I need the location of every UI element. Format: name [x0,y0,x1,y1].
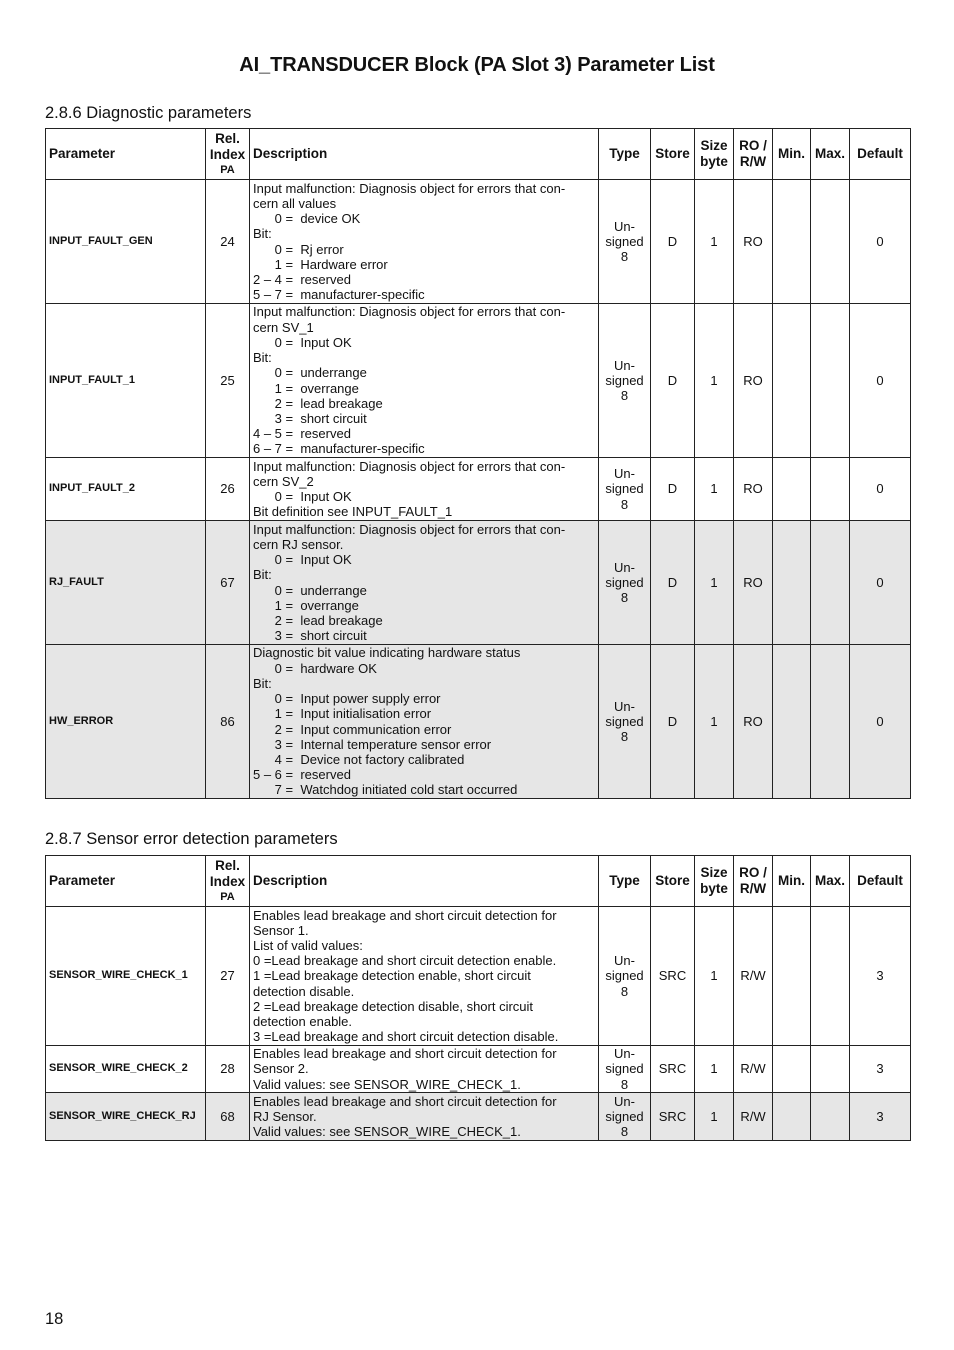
type-value [599,521,651,645]
table-row [46,907,911,1046]
description [250,1093,599,1141]
type-line: 8 [620,983,629,999]
type-line: 8 [620,1076,629,1092]
header-rel: Rel. [215,858,240,873]
section-heading-sensor-error: 2.8.7 Sensor error detection parameters [45,830,338,848]
type-line: signed [605,968,644,984]
header-rw: R/W [739,881,767,896]
header-size: Size [700,138,728,153]
description-line: Enables lead breakage and short circuit detection for [253,1093,557,1109]
type-line: Un- [614,698,635,714]
type-line: Un- [614,559,635,575]
page-title: AI_TRANSDUCER Block (PA Slot 3) Parameter List [239,54,715,76]
type-line: Un- [614,466,635,482]
rel-index-value: 67 [206,521,250,645]
description-line: 1 = Hardware error [253,256,388,272]
table-row [46,521,911,645]
default-value: 3 [850,907,911,1046]
header-size-byte [695,129,734,180]
description-line: Enables lead breakage and short circuit detection for [253,907,557,923]
description-line: 3 = short circuit [253,410,367,426]
header-access [734,129,773,180]
description-line: 0 = underrange [253,582,367,598]
description-line: Input malfunction: Diagnosis object for errors that con- [253,180,566,196]
description-line: RJ Sensor. [253,1108,317,1124]
size-value: 1 [695,458,734,521]
header-index: Index [209,874,246,889]
type-line: 8 [620,1124,629,1140]
type-line: Un- [614,218,635,234]
description-line: 0 = Input power supply error [253,691,441,707]
type-value [599,304,651,458]
access-value: RO [734,180,773,304]
description-line: 4 – 5 = reserved [253,426,351,442]
type-line: 8 [620,590,629,606]
description-line: 2 = lead breakage [253,395,383,411]
description-line: Input malfunction: Diagnosis object for errors that con- [253,304,566,320]
min-value [773,1046,811,1093]
description-line: 3 =Lead breakage and short circuit detection disable. [253,1029,559,1045]
description-line: 2 =Lead breakage detection disable, short circuit [253,998,534,1014]
type-line: Un- [614,1093,635,1109]
header-row [46,856,911,907]
max-value [811,645,850,799]
description [250,304,599,458]
default-value: 0 [850,304,911,458]
type-line: Un- [614,357,635,373]
parameter-name: INPUT_FAULT_2 [46,458,206,521]
rel-index-value: 26 [206,458,250,521]
table-row [46,458,911,521]
description-line: List of valid values: [253,937,363,953]
page-number: 18 [45,1310,64,1328]
header-rw: R/W [739,154,767,169]
description [250,180,599,304]
header-description: Description [250,856,599,907]
header-type: Type [599,129,651,180]
header-parameter: Parameter [46,129,206,180]
type-line: Un- [614,1046,635,1062]
store-value: SRC [651,1093,695,1141]
size-value: 1 [695,645,734,799]
description-line: Bit: [253,350,272,366]
description-line: 0 = hardware OK [253,660,377,676]
store-value: D [651,458,695,521]
store-value: SRC [651,907,695,1046]
table-row [46,304,911,458]
rel-index-value: 86 [206,645,250,799]
table-header [46,129,911,180]
table-row [46,1046,911,1093]
description-line: 0 = Input OK [253,334,352,350]
description-line: Diagnostic bit value indicating hardware status [253,645,521,661]
table-header [46,856,911,907]
header-max: Max. [811,129,850,180]
description-line: 1 = overrange [253,380,359,396]
description-line: Bit: [253,226,272,242]
header-size: Size [700,865,728,880]
description-line: 7 = Watchdog initiated cold start occurred [253,782,518,798]
description-line: 1 = Input initialisation error [253,706,432,722]
store-value: SRC [651,1046,695,1093]
type-value [599,458,651,521]
description-line: 2 = Input communication error [253,721,452,737]
description-line: cern SV_2 [253,473,314,489]
section-heading-diagnostic: 2.8.6 Diagnostic parameters [45,104,252,122]
type-line: signed [605,481,644,497]
description-line: 0 = device OK [253,211,361,227]
size-value: 1 [695,1046,734,1093]
min-value [773,1093,811,1141]
min-value [773,907,811,1046]
size-value: 1 [695,304,734,458]
size-value: 1 [695,180,734,304]
access-value: RO [734,645,773,799]
description-line: Bit: [253,675,272,691]
description-line: 2 – 4 = reserved [253,271,351,287]
table-row [46,645,911,799]
type-line: signed [605,1061,644,1077]
type-line: signed [605,713,644,729]
table-body [46,907,911,1141]
type-line: 8 [620,249,629,265]
default-value: 3 [850,1093,911,1141]
description-line: Input malfunction: Diagnosis object for errors that con- [253,521,566,537]
size-value: 1 [695,907,734,1046]
sensor-error-detection-table [45,855,911,1141]
description-line: cern SV_1 [253,319,314,335]
default-value: 3 [850,1046,911,1093]
rel-index-value: 68 [206,1093,250,1141]
description-line: 0 = underrange [253,365,367,381]
size-value: 1 [695,521,734,645]
description-line: 0 = Rj error [253,241,344,257]
table-body [46,180,911,799]
type-line: 8 [620,496,629,512]
access-value: R/W [734,1093,773,1141]
min-value [773,458,811,521]
type-line: 8 [620,729,629,745]
parameter-name: SENSOR_WIRE_CHECK_1 [46,907,206,1046]
max-value [811,1093,850,1141]
description-line: 5 – 6 = reserved [253,767,351,783]
description-line: 0 = Input OK [253,552,352,568]
description-line: 0 =Lead breakage and short circuit detection enable. [253,953,557,969]
store-value: D [651,304,695,458]
header-store: Store [651,129,695,180]
min-value [773,180,811,304]
parameter-name: SENSOR_WIRE_CHECK_RJ [46,1093,206,1141]
header-min: Min. [773,129,811,180]
rel-index-value: 24 [206,180,250,304]
min-value [773,521,811,645]
description-line: Enables lead breakage and short circuit detection for [253,1046,557,1062]
description-line: 6 – 7 = manufacturer-specific [253,441,425,457]
description-line: 1 =Lead breakage detection enable, short circuit [253,968,531,984]
rel-index-value: 27 [206,907,250,1046]
store-value: D [651,521,695,645]
description-line: 0 = Input OK [253,489,352,504]
description [250,1046,599,1093]
parameter-name: SENSOR_WIRE_CHECK_2 [46,1046,206,1093]
type-value [599,645,651,799]
type-value [599,907,651,1046]
header-rel-index [206,129,250,180]
header-type: Type [599,856,651,907]
header-row [46,129,911,180]
description-line: Bit definition see INPUT_FAULT_1 [253,504,453,520]
default-value: 0 [850,180,911,304]
min-value [773,645,811,799]
access-value: RO [734,458,773,521]
description-line: cern RJ sensor. [253,536,344,552]
max-value [811,521,850,645]
header-byte: byte [700,881,728,896]
description-line: Sensor 1. [253,922,309,938]
description-line: Valid values: see SENSOR_WIRE_CHECK_1. [253,1076,521,1092]
description-line: Input malfunction: Diagnosis object for errors that con- [253,458,566,474]
table-row [46,1093,911,1141]
store-value: D [651,180,695,304]
header-pa: PA [220,164,235,176]
header-store: Store [651,856,695,907]
header-max: Max. [811,856,850,907]
rel-index-value: 28 [206,1046,250,1093]
type-value [599,180,651,304]
description [250,521,599,645]
default-value: 0 [850,645,911,799]
header-rel-index [206,856,250,907]
size-value: 1 [695,1093,734,1141]
header-default: Default [850,129,911,180]
type-value [599,1046,651,1093]
type-value [599,1093,651,1141]
description-line: cern all values [253,195,337,211]
description [250,458,599,521]
type-line: Un- [614,953,635,969]
description-line: 1 = overrange [253,597,359,613]
description-line: 4 = Device not factory calibrated [253,751,465,767]
store-value: D [651,645,695,799]
header-min: Min. [773,856,811,907]
rel-index-value: 25 [206,304,250,458]
header-parameter: Parameter [46,856,206,907]
table-row [46,180,911,304]
max-value [811,907,850,1046]
access-value: R/W [734,1046,773,1093]
header-description: Description [250,129,599,180]
diagnostic-parameters-table [45,128,911,799]
description-line: 5 – 7 = manufacturer-specific [253,287,425,303]
default-value: 0 [850,458,911,521]
parameter-name: INPUT_FAULT_1 [46,304,206,458]
description-line: detection disable. [253,983,355,999]
type-line: signed [605,372,644,388]
description-line: Sensor 2. [253,1061,309,1077]
description-line: 2 = lead breakage [253,612,383,628]
max-value [811,458,850,521]
header-size-byte [695,856,734,907]
type-line: signed [605,233,644,249]
description [250,645,599,799]
header-ro: RO / [739,138,767,153]
header-rel: Rel. [215,131,240,146]
header-pa: PA [220,891,235,903]
header-ro: RO / [739,865,767,880]
parameter-name: INPUT_FAULT_GEN [46,180,206,304]
parameter-name: HW_ERROR [46,645,206,799]
max-value [811,180,850,304]
max-value [811,304,850,458]
header-access [734,856,773,907]
description-line: 3 = short circuit [253,628,367,644]
description-line: detection enable. [253,1014,353,1029]
default-value: 0 [850,521,911,645]
max-value [811,1046,850,1093]
type-line: 8 [620,388,629,404]
type-line: signed [605,574,644,590]
min-value [773,304,811,458]
type-line: signed [605,1108,644,1124]
parameter-name: RJ_FAULT [46,521,206,645]
access-value: R/W [734,907,773,1046]
header-index: Index [209,147,246,162]
header-default: Default [850,856,911,907]
header-byte: byte [700,154,728,169]
access-value: RO [734,521,773,645]
access-value: RO [734,304,773,458]
description-line: 3 = Internal temperature sensor error [253,736,492,752]
description [250,907,599,1046]
description-line: Valid values: see SENSOR_WIRE_CHECK_1. [253,1124,521,1140]
description-line: Bit: [253,567,272,583]
